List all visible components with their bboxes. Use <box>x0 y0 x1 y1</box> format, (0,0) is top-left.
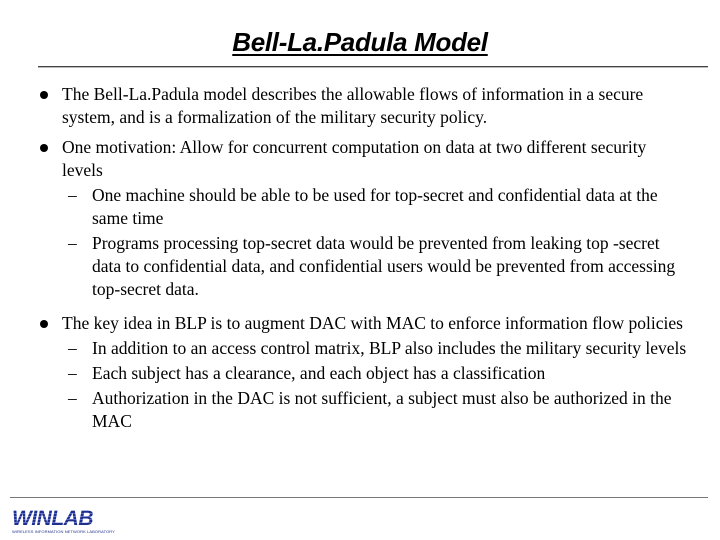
slide-body <box>40 83 690 440</box>
bullet-dot-icon <box>40 320 48 328</box>
sub-bullet-item <box>40 337 690 360</box>
bullet-item <box>40 136 690 301</box>
title-divider <box>38 66 708 67</box>
bullet-dot-icon <box>40 144 48 152</box>
dash-icon: – <box>68 338 77 358</box>
bullet-text: The key idea in BLP is to augment DAC with MAC to enforce information flow policies <box>62 313 683 333</box>
bullet-item <box>40 312 690 433</box>
sub-bullet-text: Authorization in the DAC is not sufficient, a subject must also be authorized in the MAC <box>92 388 672 431</box>
logo-wordmark: WINLAB <box>12 508 122 529</box>
dash-icon: – <box>68 388 77 408</box>
dash-icon: – <box>68 363 77 383</box>
bullet-item <box>40 83 690 129</box>
sub-bullet-text: In addition to an access control matrix, BLP also includes the military security levels <box>92 338 687 358</box>
bullet-text: One motivation: Allow for concurrent computation on data at two different security levels <box>62 137 647 180</box>
footer-divider <box>10 497 708 498</box>
bullet-text: The Bell-La.Padula model describes the allowable flows of information in a secure system, and is a formalization of the military security policy. <box>62 84 644 127</box>
dash-icon: – <box>68 185 77 205</box>
sub-bullet-text: One machine should be able to be used for top-secret and confidential data at the same time <box>92 185 658 228</box>
bullet-dot-icon <box>40 91 48 99</box>
sub-bullet-text: Each subject has a clearance, and each object has a classification <box>92 363 546 383</box>
slide-title: Bell-La.Padula Model <box>232 27 488 57</box>
logo-tagline: WIRELESS INFORMATION NETWORK LABORATORY <box>12 529 115 534</box>
winlab-logo <box>12 508 122 536</box>
dash-icon: – <box>68 233 77 253</box>
sub-bullet-item <box>40 184 690 230</box>
sub-bullet-item <box>40 362 690 385</box>
sub-bullet-text: Programs processing top-secret data would be prevented from leaking top -secret data to confidential data, and confidential users would be prevented from accessing top-secret data. <box>92 233 676 299</box>
sub-bullet-item <box>40 232 690 301</box>
sub-bullet-item <box>40 387 690 433</box>
